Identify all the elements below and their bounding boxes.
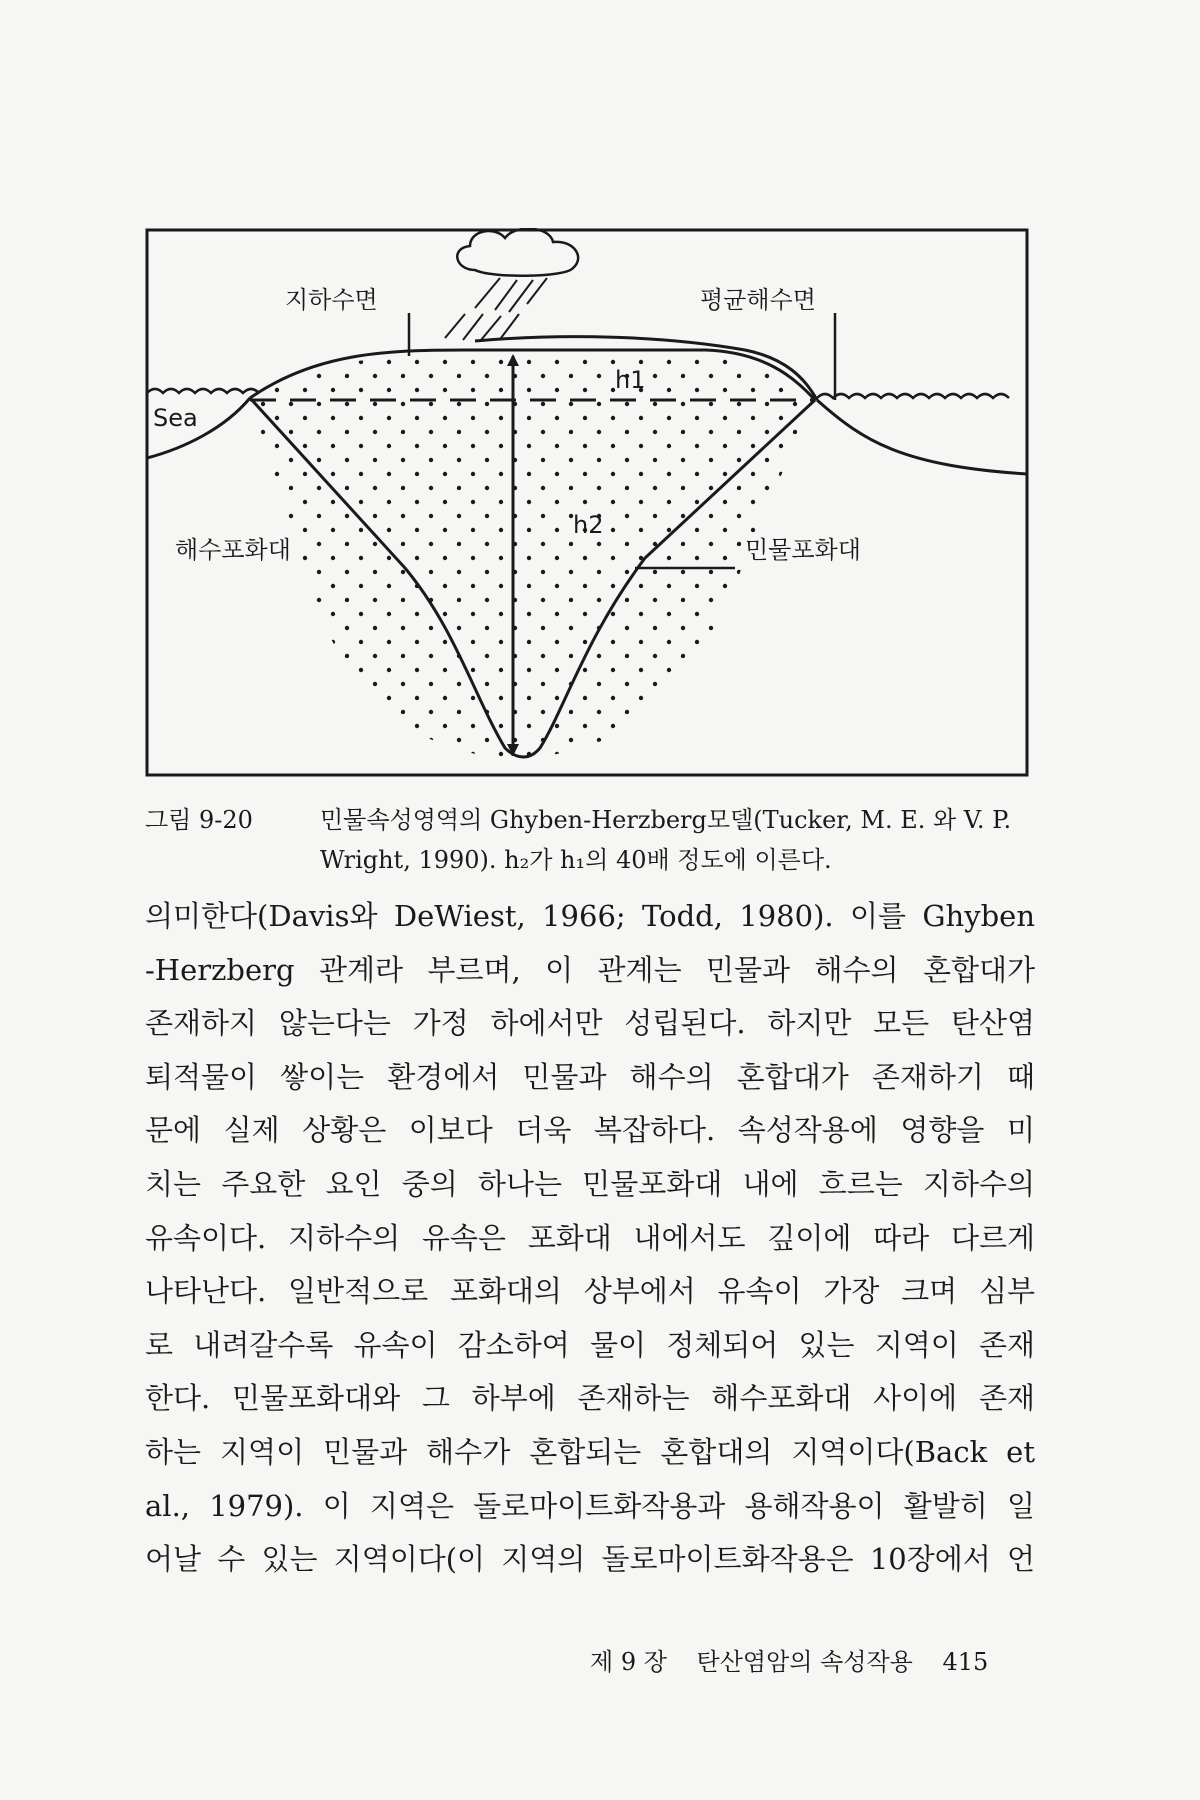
figure-caption (145, 800, 1045, 880)
diagram-svg (145, 228, 1030, 778)
ghyben-herzberg-diagram (145, 228, 1030, 778)
page-footer (590, 1642, 1010, 1677)
body-line: 하는 지역이 민물과 해수가 혼합되는 혼합대의 지역이다(Back et (145, 1434, 1035, 1469)
water-table-label: 지하수면 (285, 286, 378, 314)
caption-text-1: 민물속성영역의 Ghyben-Herzberg모델(Tucker, M. E. 와 V. P. (320, 806, 1012, 834)
caption-line-1 (145, 800, 1045, 840)
body-line: 유속이다. 지하수의 유속은 포화대 내에서도 깊이에 따라 다르게 (145, 1220, 1035, 1255)
mean-sea-level-label: 평균해수면 (700, 286, 816, 314)
sea-surface-left (147, 389, 259, 393)
body-line: -Herzberg 관계라 부르며, 이 관계는 민물과 해수의 혼합대가 (145, 952, 1035, 987)
body-line: 로 내려갈수록 유속이 감소하여 물이 정체되어 있는 지역이 존재 (145, 1327, 1035, 1362)
sea-label: Sea (153, 404, 198, 432)
cloud-icon (457, 229, 578, 276)
page-number: 415 (942, 1648, 989, 1676)
body-line: 어날 수 있는 지역이다(이 지역의 돌로마이트화작용은 10장에서 언 (145, 1542, 1035, 1577)
footer-title: 탄산염암의 속성작용 (696, 1648, 913, 1676)
body-line: 의미한다(Davis와 DeWiest, 1966; Todd, 1980). 이를 Ghyben (145, 899, 1035, 933)
body-line: 문에 실제 상황은 이보다 더욱 복잡하다. 속성작용에 영향을 미 (145, 1113, 1035, 1148)
body-paragraph (145, 890, 1035, 1587)
figure-number: 그림 9-20 (145, 806, 253, 834)
sea-floor-right (817, 400, 1027, 474)
body-line: al., 1979). 이 지역은 돌로마이트화작용과 용해작용이 활발히 일 (145, 1488, 1035, 1523)
h1-label: h1 (615, 366, 646, 394)
body-line: 퇴적물이 쌓이는 환경에서 민물과 해수의 혼합대가 존재하기 때 (145, 1059, 1035, 1094)
h2-label: h2 (573, 511, 604, 539)
rain-icon (445, 278, 547, 340)
body-line: 나타난다. 일반적으로 포화대의 상부에서 유속이 가장 크며 심부 (145, 1274, 1035, 1309)
freshwater-zone-label: 민물포화대 (745, 536, 861, 564)
sea-surface-right (817, 394, 1009, 398)
freshwater-lens (250, 356, 813, 758)
body-line: 존재하지 않는다는 가정 하에서만 성립된다. 하지만 모든 탄산염 (145, 1006, 1035, 1041)
footer-chapter: 제 9 장 (590, 1648, 667, 1676)
body-line: 치는 주요한 요인 중의 하나는 민물포화대 내에 흐르는 지하수의 (145, 1166, 1035, 1201)
body-line: 한다. 민물포화대와 그 하부에 존재하는 해수포화대 사이에 존재 (145, 1381, 1035, 1416)
saltwater-zone-label: 해수포화대 (175, 536, 291, 564)
caption-line-2: Wright, 1990). h₂가 h₁의 40배 정도에 이른다. (320, 846, 832, 874)
